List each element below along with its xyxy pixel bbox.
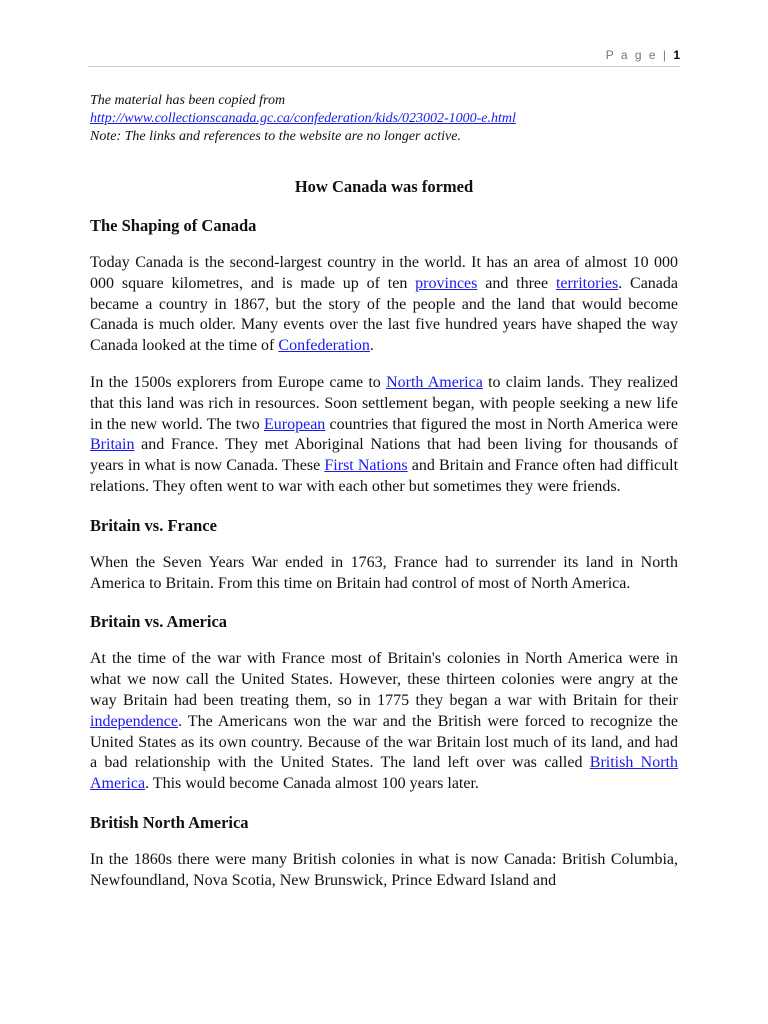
source-disclaimer: Note: The links and references to the website are no longer active.	[90, 129, 461, 144]
section-heading-britain-america: Britain vs. America	[90, 612, 228, 632]
page-number: 1	[673, 48, 680, 62]
document-body	[90, 92, 678, 892]
paragraph-shaping-1: Today Canada is the second-largest country in the world. It has an area of almost 10 000 000 square kilometres, and is made up of ten provinces and three territories. Canada became a country in 1867, but the story of the people and the land that would become Canada is much older. Many events over the last five hundred years have shaped the way Canada looked at the time of Confederation.	[90, 254, 679, 355]
link-european[interactable]: European	[264, 415, 326, 433]
paragraph-britain-america: At the time of the war with France most of Britain's colonies in North America were in what we now call the United States. However, these thirteen colonies were angry at the way Britain had been treating them, so in 1775 they began a war with Britain for their independence. The Americans won the war and the British were forced to recognize the United States as its own country. Because of the war Britain lost much of its land, and had a bad relationship with the United States. The land left over was called British North America. This would become Canada almost 100 years later.	[90, 650, 679, 793]
source-note	[90, 92, 678, 146]
source-url-link[interactable]: http://www.collectionscanada.gc.ca/confederation/kids/023002-1000-e.html	[90, 111, 516, 126]
paragraph-britain-france: When the Seven Years War ended in 1763, France had to surrender its land in North America to Britain. From this time on Britain had control of most of North America.	[90, 553, 678, 592]
document-title: How Canada was formed	[294, 177, 474, 196]
section-heading-shaping: The Shaping of Canada	[90, 216, 257, 235]
link-north-america[interactable]: North America	[386, 373, 483, 391]
page-header	[88, 46, 680, 67]
section-heading-british-north-america: British North America	[90, 812, 249, 832]
paragraph-british-north-america: In the 1860s there were many British colonies in what is now Canada: British Columbia, Newfoundland, Nova Scotia, New Brunswick, Prince Edward Island and	[90, 850, 678, 889]
paragraph-shaping-2: In the 1500s explorers from Europe came to North America to claim lands. They realized that this land was rich in resources. Soon settlement began, with people seeking a new life in the new world. The two European countries that figured the most in North America were Britain and France. They met Aboriginal Nations that had been living for thousands of years in what is now Canada. These First Nations and Britain and France often had difficult relations. They often went to war with each other but sometimes they were friends.	[90, 373, 679, 495]
link-territories[interactable]: territories	[555, 274, 619, 292]
page-number-label: P a g e | 1	[605, 48, 680, 62]
link-first-nations[interactable]: First Nations	[324, 457, 408, 475]
link-independence[interactable]: independence	[90, 712, 178, 730]
source-intro: The material has been copied from	[90, 93, 286, 108]
section-heading-britain-france: Britain vs. France	[90, 515, 217, 535]
link-british-north-america[interactable]: British North America	[90, 754, 679, 793]
link-britain[interactable]: Britain	[90, 436, 135, 454]
link-confederation[interactable]: Confederation	[278, 337, 370, 355]
link-provinces[interactable]: provinces	[415, 274, 478, 292]
